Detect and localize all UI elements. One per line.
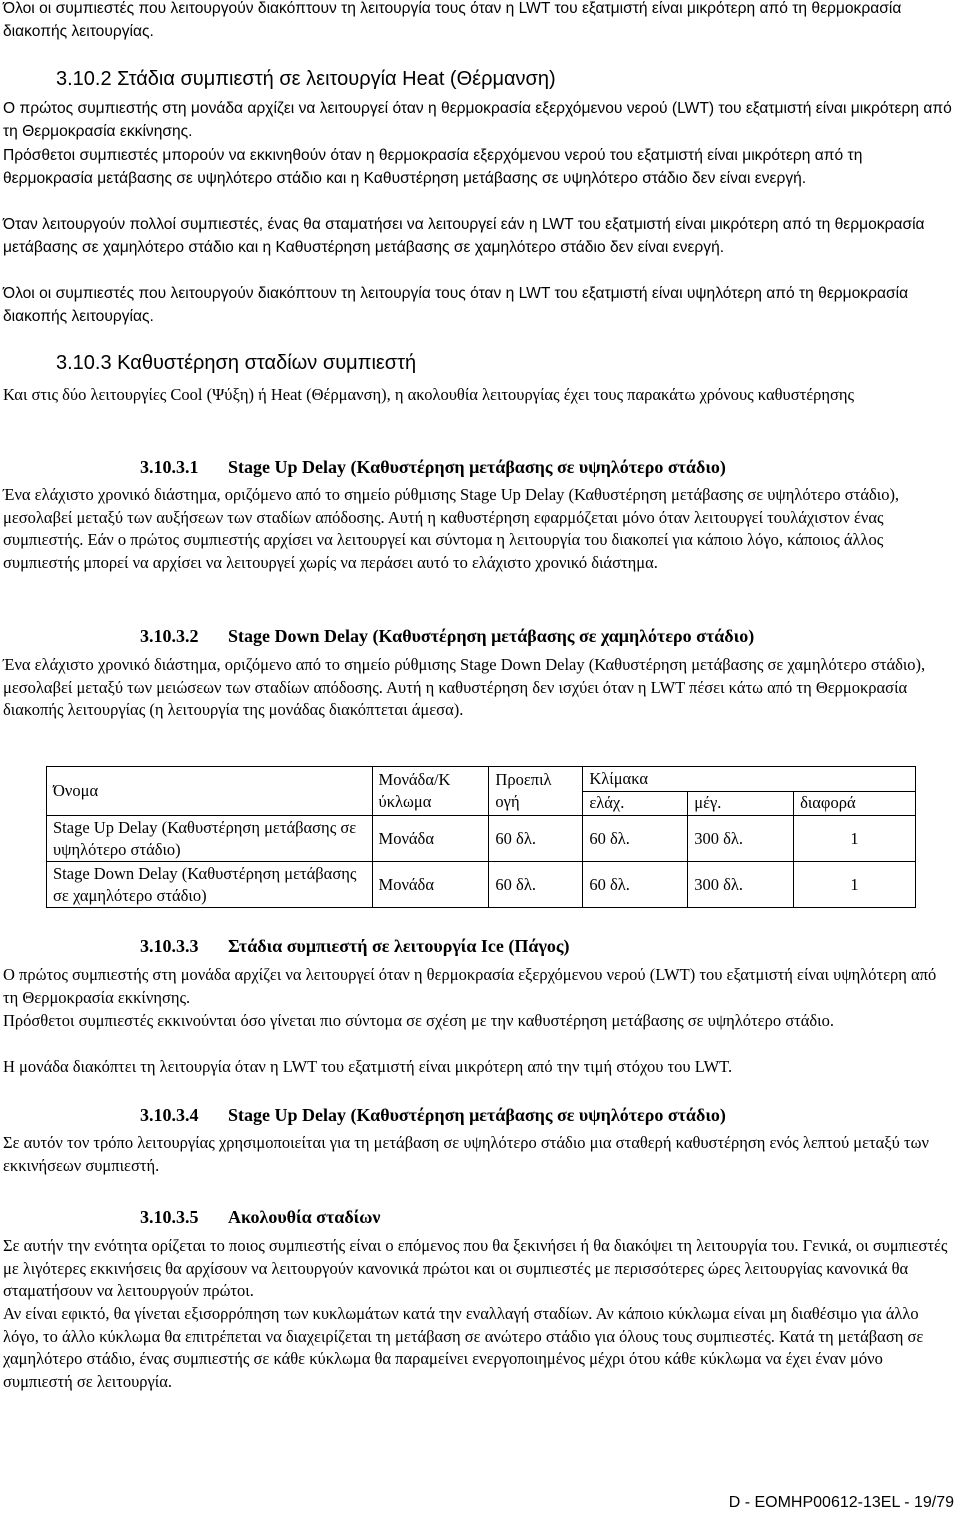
paragraph: Ένα ελάχιστο χρονικό διάστημα, οριζόμενο από το σημείο ρύθμισης Stage Up Delay (Καθυστέρηση μετάβασης σε υψηλότερο στάδιο), μεσολαβεί μεταξύ των αυξήσεων των σταδίων απόδοσης. Αυτή η καθυστέρηση εφαρμόζεται μόνο όταν λειτουργεί τουλάχιστον ένας συμπιεστής. Εάν ο πρώτος συμπιεστής αρχίσει να λειτουργεί και σύντομα η λειτουργία του διακοπεί για κάποιο λόγο, κάποιος άλλος συμπιεστής μπορεί να αρχίσει να λειτουργεί χωρίς να περάσει αυτό το ελάχιστο χρονικό διάστημα.	[3, 485, 900, 572]
section-title: Στάδια συμπιεστή σε λειτουργία Heat (Θέρμανση)	[117, 68, 556, 90]
header-unit: Μονάδα/Κ ύκλωμα	[372, 767, 489, 816]
subsection-title: Stage Down Delay (Καθυστέρηση μετάβασης σε χαμηλότερο στάδιο)	[228, 626, 755, 646]
section-heading-3-10-2	[56, 66, 556, 92]
subsection-number: 3.10.3.1	[140, 457, 199, 477]
paragraph: Και στις δύο λειτουργίες Cool (Ψύξη) ή Heat (Θέρμανση), η ακολουθία λειτουργίας έχει τους παρακάτω χρόνους καθυστέρησης	[3, 385, 855, 404]
cell-default: 60 δλ.	[489, 862, 583, 908]
cell-diff: 1	[794, 816, 916, 862]
paragraph: Όλοι οι συμπιεστές που λειτουργούν διακόπτουν τη λειτουργία τους όταν η LWT του εξατμιστή είναι υψηλότερη από τη θερμοκρασία διακοπής λειτουργίας.	[3, 285, 909, 325]
subsection-number: 3.10.3.4	[140, 1105, 199, 1125]
delay-settings-table	[46, 766, 916, 908]
paragraph: Σε αυτήν την ενότητα ορίζεται το ποιος συμπιεστής είναι ο επόμενος που θα ξεκινήσει ή θα διακόψει τη λειτουργία του. Γενικά, οι συμπιεστές με λιγότερες εκκινήσεις θα αρχίσουν να λειτουργούν κανονικά πρώτοι και οι συμπιεστές με περισσότερες ώρες λειτουργίας κανονικά θα σταματήσουν να λειτουργούν πρώτοι.	[3, 1236, 948, 1301]
subsection-heading-3-10-3-2	[140, 624, 754, 648]
paragraph: Πρόσθετοι συμπιεστές εκκινούνται όσο γίνεται πιο σύντομα σε σχέση με την καθυστέρηση μετάβασης σε υψηλότερο στάδιο.	[3, 1011, 834, 1030]
cell-unit: Μονάδα	[372, 816, 489, 862]
header-diff: διαφορά	[794, 791, 916, 816]
subsection-title: Ακολουθία σταδίων	[228, 1207, 381, 1227]
header-min: ελάχ.	[583, 791, 688, 816]
subsection-heading-3-10-3-1	[140, 455, 726, 479]
cell-name: Stage Up Delay (Καθυστέρηση μετάβασης σε υψηλότερο στάδιο)	[47, 816, 373, 862]
subsection-title: Stage Up Delay (Καθυστέρηση μετάβασης σε υψηλότερο στάδιο)	[228, 1105, 726, 1125]
paragraph: Ένα ελάχιστο χρονικό διάστημα, οριζόμενο από το σημείο ρύθμισης Stage Down Delay (Καθυστέρηση μετάβασης σε χαμηλότερο στάδιο), μεσολαβεί μεταξύ των μειώσεων των σταδίων απόδοσης. Αυτή η καθυστέρηση δεν ισχύει όταν η LWT πέσει κάτω από τη Θερμοκρασία διακοπής λειτουργίας (η λειτουργία της μονάδας διακόπτεται άμεσα).	[3, 655, 926, 720]
cell-default: 60 δλ.	[489, 816, 583, 862]
header-name: Όνομα	[47, 767, 373, 816]
table-row	[47, 816, 916, 862]
section-heading-3-10-3	[56, 350, 416, 376]
subsection-number: 3.10.3.5	[140, 1207, 199, 1227]
table-row	[47, 862, 916, 908]
paragraph: Ο πρώτος συμπιεστής στη μονάδα αρχίζει να λειτουργεί όταν η θερμοκρασία εξερχόμενου νερού (LWT) του εξατμιστή είναι μικρότερη από τη Θερμοκρασία εκκίνησης.	[3, 100, 952, 140]
subsection-number: 3.10.3.3	[140, 936, 199, 956]
cell-diff: 1	[794, 862, 916, 908]
subsection-title: Στάδια συμπιεστή σε λειτουργία Ice (Πάγος)	[228, 936, 570, 956]
cell-max: 300 δλ.	[688, 862, 794, 908]
intro-paragraph: Όλοι οι συμπιεστές που λειτουργούν διακόπτουν τη λειτουργία τους όταν η LWT του εξατμιστή είναι μικρότερη από τη θερμοκρασία διακοπής λειτουργίας.	[3, 0, 902, 40]
page-footer: D - EOMHP00612-13EL - 19/79	[728, 1494, 954, 1511]
cell-max: 300 δλ.	[688, 816, 794, 862]
paragraph: Ο πρώτος συμπιεστής στη μονάδα αρχίζει να λειτουργεί όταν η θερμοκρασία εξερχόμενου νερού (LWT) του εξατμιστή είναι υψηλότερη από τη Θερμοκρασία εκκίνησης.	[3, 965, 937, 1007]
cell-min: 60 δλ.	[583, 816, 688, 862]
subsection-title: Stage Up Delay (Καθυστέρηση μετάβασης σε υψηλότερο στάδιο)	[228, 457, 726, 477]
cell-unit: Μονάδα	[372, 862, 489, 908]
paragraph: Σε αυτόν τον τρόπο λειτουργίας χρησιμοποιείται για τη μετάβαση σε υψηλότερο στάδιο μια σταθερή καθυστέρηση ενός λεπτού μεταξύ των εκκινήσεων συμπιεστή.	[3, 1133, 929, 1175]
subsection-heading-3-10-3-5	[140, 1205, 380, 1229]
subsection-number: 3.10.3.2	[140, 626, 199, 646]
section-title: Καθυστέρηση σταδίων συμπιεστή	[117, 352, 417, 374]
cell-min: 60 δλ.	[583, 862, 688, 908]
cell-name: Stage Down Delay (Καθυστέρηση μετάβασης σε χαμηλότερο στάδιο)	[47, 862, 373, 908]
paragraph: Πρόσθετοι συμπιεστές μπορούν να εκκινηθούν όταν η θερμοκρασία εξερχόμενου νερού του εξατμιστή είναι μικρότερη από τη θερμοκρασία μετάβασης σε υψηλότερο στάδιο και η Καθυστέρηση μετάβασης σε υψηλότερο στάδιο δεν είναι ενεργή.	[3, 147, 863, 187]
header-default: Προεπιλ ογή	[489, 767, 583, 816]
subsection-heading-3-10-3-3	[140, 934, 569, 958]
section-number: 3.10.3	[56, 352, 112, 374]
section-number: 3.10.2	[56, 68, 112, 90]
header-range: Κλίμακα	[583, 767, 916, 792]
paragraph: Η μονάδα διακόπτει τη λειτουργία όταν η LWT του εξατμιστή είναι μικρότερη από την τιμή στόχου του LWT.	[3, 1057, 733, 1076]
subsection-heading-3-10-3-4	[140, 1103, 726, 1127]
paragraph: Αν είναι εφικτό, θα γίνεται εξισορρόπηση των κυκλωμάτων κατά την εναλλαγή σταδίων. Αν κάποιο κύκλωμα είναι μη διαθέσιμο για άλλο λόγο, το άλλο κύκλωμα θα επιτρέπεται να διαχειρίζεται τη μετάβαση σε ανώτερο στάδιο για όλους τους συμπιεστές. Κατά τη μετάβαση σε χαμηλότερο στάδιο, ένας συμπιεστής σε κάθε κύκλωμα θα παραμείνει ενεργοποιημένος μέχρι ότου κάθε κύκλωμα να έχει έναν μόνο συμπιεστή σε λειτουργία.	[3, 1304, 924, 1391]
paragraph: Όταν λειτουργούν πολλοί συμπιεστές, ένας θα σταματήσει να λειτουργεί εάν η LWT του εξατμιστή είναι μικρότερη από τη θερμοκρασία μετάβασης σε χαμηλότερο στάδιο και η Καθυστέρηση μετάβασης σε χαμηλότερο στάδιο δεν είναι ενεργή.	[3, 216, 925, 256]
header-max: μέγ.	[688, 791, 794, 816]
